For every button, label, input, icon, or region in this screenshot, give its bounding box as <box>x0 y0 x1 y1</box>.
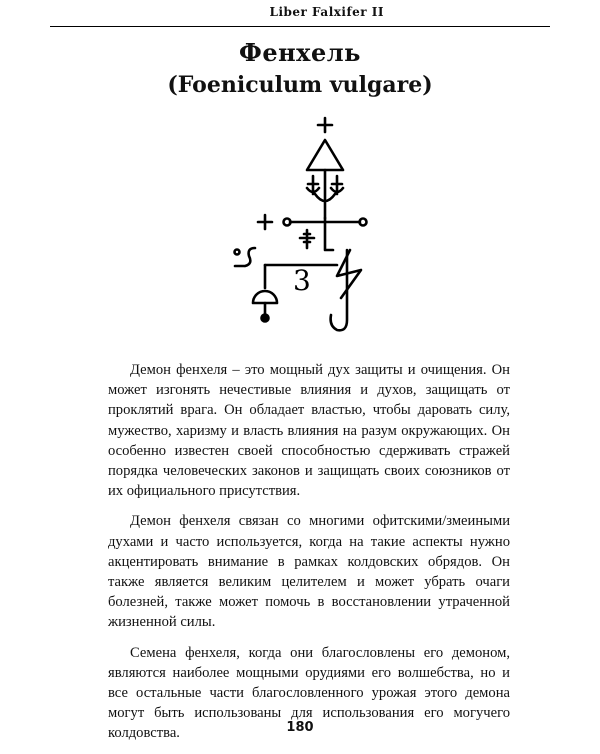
sigil-top-cross <box>318 118 332 132</box>
sigil-squiggle-dot <box>235 250 240 255</box>
paragraph-3: Семена фенхеля, когда они благословлены его демоном, являются наиболее мощными орудиями его волшебства, но и все остальные части благословленного урожая этого демона могут быть использованы для использования его могучего колдовства. <box>108 644 510 742</box>
page-number: 180 <box>286 720 314 735</box>
page-subtitle: (Foeniculum vulgare) <box>167 72 433 98</box>
sigil-triangle <box>307 140 343 170</box>
fennel-sigil <box>225 110 375 335</box>
paragraph-1: Демон фенхеля – это мощный дух защиты и очищения. Он может изгонять нечестивые влияния и духов, защищать от проклятий врага. Он обладает властью, чтобы даровать силу, мужество, харизму и власть влияния на разум окружающих. Он особенно известен своей способностью сдерживать стражей порядка человеческих законов и защищать своих союзников от их официального присутствия. <box>108 362 510 500</box>
sigil-small-cross <box>300 230 314 248</box>
sigil-left-circle <box>284 219 291 226</box>
sigil-right-circle <box>360 219 367 226</box>
sigil-glyph: 3 <box>293 264 311 297</box>
sigil-left-trident <box>307 176 319 194</box>
running-header <box>50 0 550 27</box>
running-title: Liber Falxifer II <box>269 5 384 19</box>
body-text <box>108 360 510 754</box>
sigil-semicircle <box>253 291 277 303</box>
sigil-right-trident <box>331 176 343 194</box>
sigil-bottom-dot <box>262 315 269 322</box>
page-title: Фенхель <box>239 38 361 67</box>
sigil-left-plus <box>258 215 272 229</box>
sigil-zigzag <box>337 250 361 298</box>
paragraph-2: Демон фенхеля связан со многими офитскими/змеиными духами и часто используется, когда на такие аспекты нужно акцентировать внимание в рамках колдовских обрядов. Он также является великим целителем и может убрать очаги болезней, также может помочь в восстановлении утраченной жизненной силы. <box>108 513 510 631</box>
